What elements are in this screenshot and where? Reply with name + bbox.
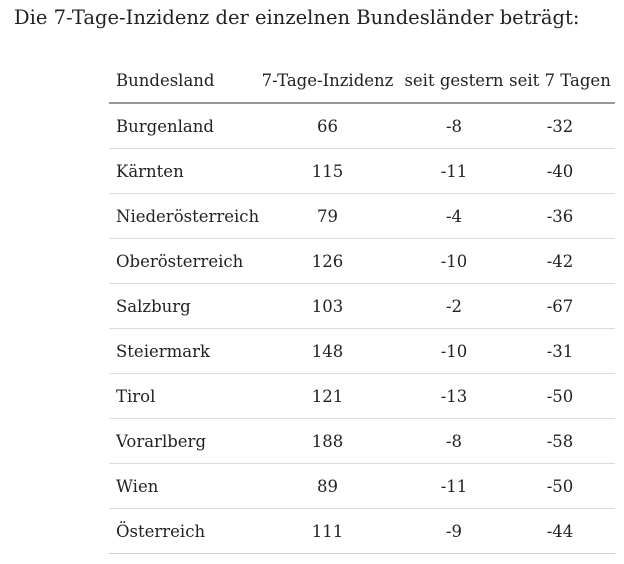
cell-bundesland: Steiermark	[109, 329, 252, 374]
table-row	[109, 239, 615, 284]
cell-inzidenz: 79	[252, 194, 403, 239]
cell-seit-gestern: -8	[403, 103, 505, 149]
cell-inzidenz: 103	[252, 284, 403, 329]
cell-bundesland: Burgenland	[109, 103, 252, 149]
cell-seit-7-tagen: -36	[505, 194, 615, 239]
cell-seit-gestern: -10	[403, 329, 505, 374]
cell-bundesland: Vorarlberg	[109, 419, 252, 464]
table-row	[109, 329, 615, 374]
cell-seit-7-tagen: -42	[505, 239, 615, 284]
cell-bundesland: Niederösterreich	[109, 194, 252, 239]
cell-inzidenz: 148	[252, 329, 403, 374]
table-header-row	[109, 58, 615, 103]
cell-seit-7-tagen: -67	[505, 284, 615, 329]
cell-bundesland: Wien	[109, 464, 252, 509]
cell-bundesland: Oberösterreich	[109, 239, 252, 284]
cell-inzidenz: 111	[252, 509, 403, 554]
cell-inzidenz: 188	[252, 419, 403, 464]
cell-seit-7-tagen: -50	[505, 374, 615, 419]
cell-bundesland: Kärnten	[109, 149, 252, 194]
table-row	[109, 284, 615, 329]
cell-seit-7-tagen: -50	[505, 464, 615, 509]
cell-inzidenz: 66	[252, 103, 403, 149]
cell-inzidenz: 89	[252, 464, 403, 509]
cell-seit-7-tagen: -32	[505, 103, 615, 149]
cell-seit-gestern: -9	[403, 509, 505, 554]
cell-inzidenz: 126	[252, 239, 403, 284]
table-row	[109, 194, 615, 239]
table-body	[109, 103, 615, 554]
table-row	[109, 103, 615, 149]
cell-bundesland: Tirol	[109, 374, 252, 419]
cell-seit-7-tagen: -44	[505, 509, 615, 554]
table-row	[109, 464, 615, 509]
table-header	[109, 58, 615, 103]
table-row	[109, 419, 615, 464]
cell-seit-gestern: -10	[403, 239, 505, 284]
cell-seit-7-tagen: -31	[505, 329, 615, 374]
cell-inzidenz: 121	[252, 374, 403, 419]
cell-seit-7-tagen: -58	[505, 419, 615, 464]
table-row	[109, 149, 615, 194]
header-bundesland: Bundesland	[109, 58, 252, 103]
header-inzidenz: 7-Tage-Inzidenz	[252, 58, 403, 103]
table-row	[109, 374, 615, 419]
table-row	[109, 509, 615, 554]
cell-bundesland: Salzburg	[109, 284, 252, 329]
cell-seit-gestern: -11	[403, 464, 505, 509]
cell-seit-gestern: -11	[403, 149, 505, 194]
incidence-table	[109, 58, 615, 554]
cell-bundesland: Österreich	[109, 509, 252, 554]
header-seit-7-tagen: seit 7 Tagen	[505, 58, 615, 103]
cell-seit-gestern: -13	[403, 374, 505, 419]
cell-seit-gestern: -2	[403, 284, 505, 329]
cell-seit-gestern: -4	[403, 194, 505, 239]
cell-seit-gestern: -8	[403, 419, 505, 464]
cell-seit-7-tagen: -40	[505, 149, 615, 194]
intro-text: Die 7-Tage-Inzidenz der einzelnen Bundesländer beträgt:	[14, 6, 580, 29]
cell-inzidenz: 115	[252, 149, 403, 194]
header-seit-gestern: seit gestern	[403, 58, 505, 103]
